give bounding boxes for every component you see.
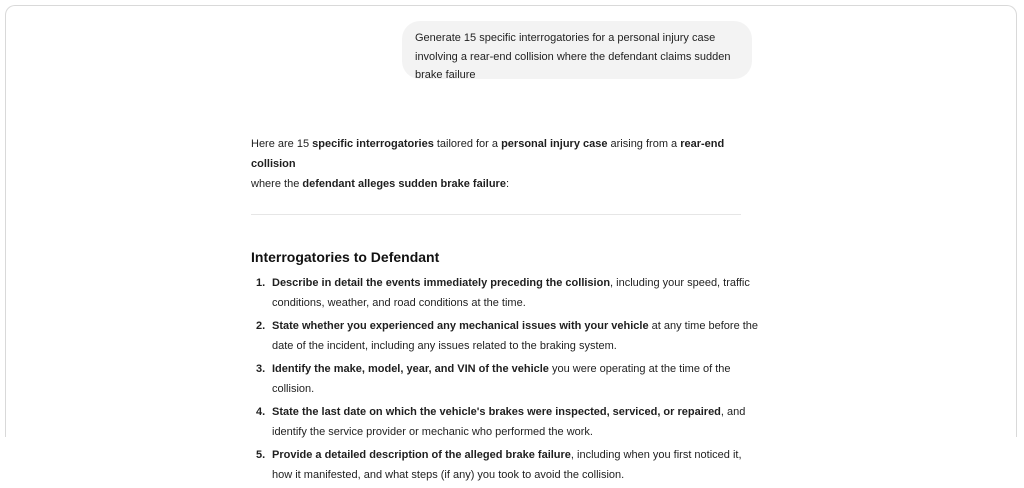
response-intro <box>251 134 761 194</box>
item-bold-text: Provide a detailed description of the alleged brake failure <box>272 449 571 461</box>
list-item <box>251 316 761 356</box>
list-item <box>251 273 761 313</box>
item-number: 1. <box>256 277 266 289</box>
item-bold-text: Describe in detail the events immediately preceding the collision <box>272 277 611 289</box>
intro-text: arising from a <box>607 138 681 150</box>
list-item <box>251 445 761 485</box>
item-number: 2. <box>256 320 266 332</box>
item-bold-text: State whether you experienced any mechanical issues with your vehicle <box>272 320 649 332</box>
item-text: , including when you first noticed it, how it manifested, and what steps (if any) you took to avoid the collision. <box>272 449 742 481</box>
item-bold-text: Identify the make, model, year, and VIN of the vehicle <box>272 363 549 375</box>
interrogatory-list <box>251 273 761 485</box>
chat-window <box>5 5 1017 481</box>
user-message-bubble <box>402 21 752 79</box>
item-number: 3. <box>256 363 266 375</box>
item-text: , and identify the service provider or mechanic who performed the work. <box>272 406 746 438</box>
item-text: , including your speed, traffic conditions, weather, and road conditions at the time. <box>272 277 750 309</box>
intro-text: where the <box>251 178 303 190</box>
section-divider <box>251 214 741 215</box>
item-text: you were operating at the time of the collision. <box>272 363 731 395</box>
item-text: at any time before the date of the incident, including any issues related to the braking system. <box>272 320 759 352</box>
intro-text: Here are 15 <box>251 138 313 150</box>
item-number: 5. <box>256 449 266 461</box>
intro-bold: specific interrogatories <box>312 138 434 150</box>
section-heading: Interrogatories to Defendant <box>251 249 440 265</box>
intro-bold: defendant alleges sudden brake failure <box>302 178 506 190</box>
intro-text: tailored for a <box>433 138 502 150</box>
list-item <box>251 402 761 442</box>
list-item <box>251 359 761 399</box>
item-bold-text: State the last date on which the vehicle's brakes were inspected, serviced, or repaired <box>272 406 721 418</box>
item-number: 4. <box>256 406 266 418</box>
intro-bold: personal injury case <box>501 138 608 150</box>
intro-text: : <box>505 178 509 190</box>
assistant-response <box>251 134 761 488</box>
intro-bold: rear-end collision <box>251 138 725 170</box>
user-message-text: Generate 15 specific interrogatories for a personal injury case involving a rear-end collision where the defendant claims sudden brake failure <box>415 32 731 81</box>
